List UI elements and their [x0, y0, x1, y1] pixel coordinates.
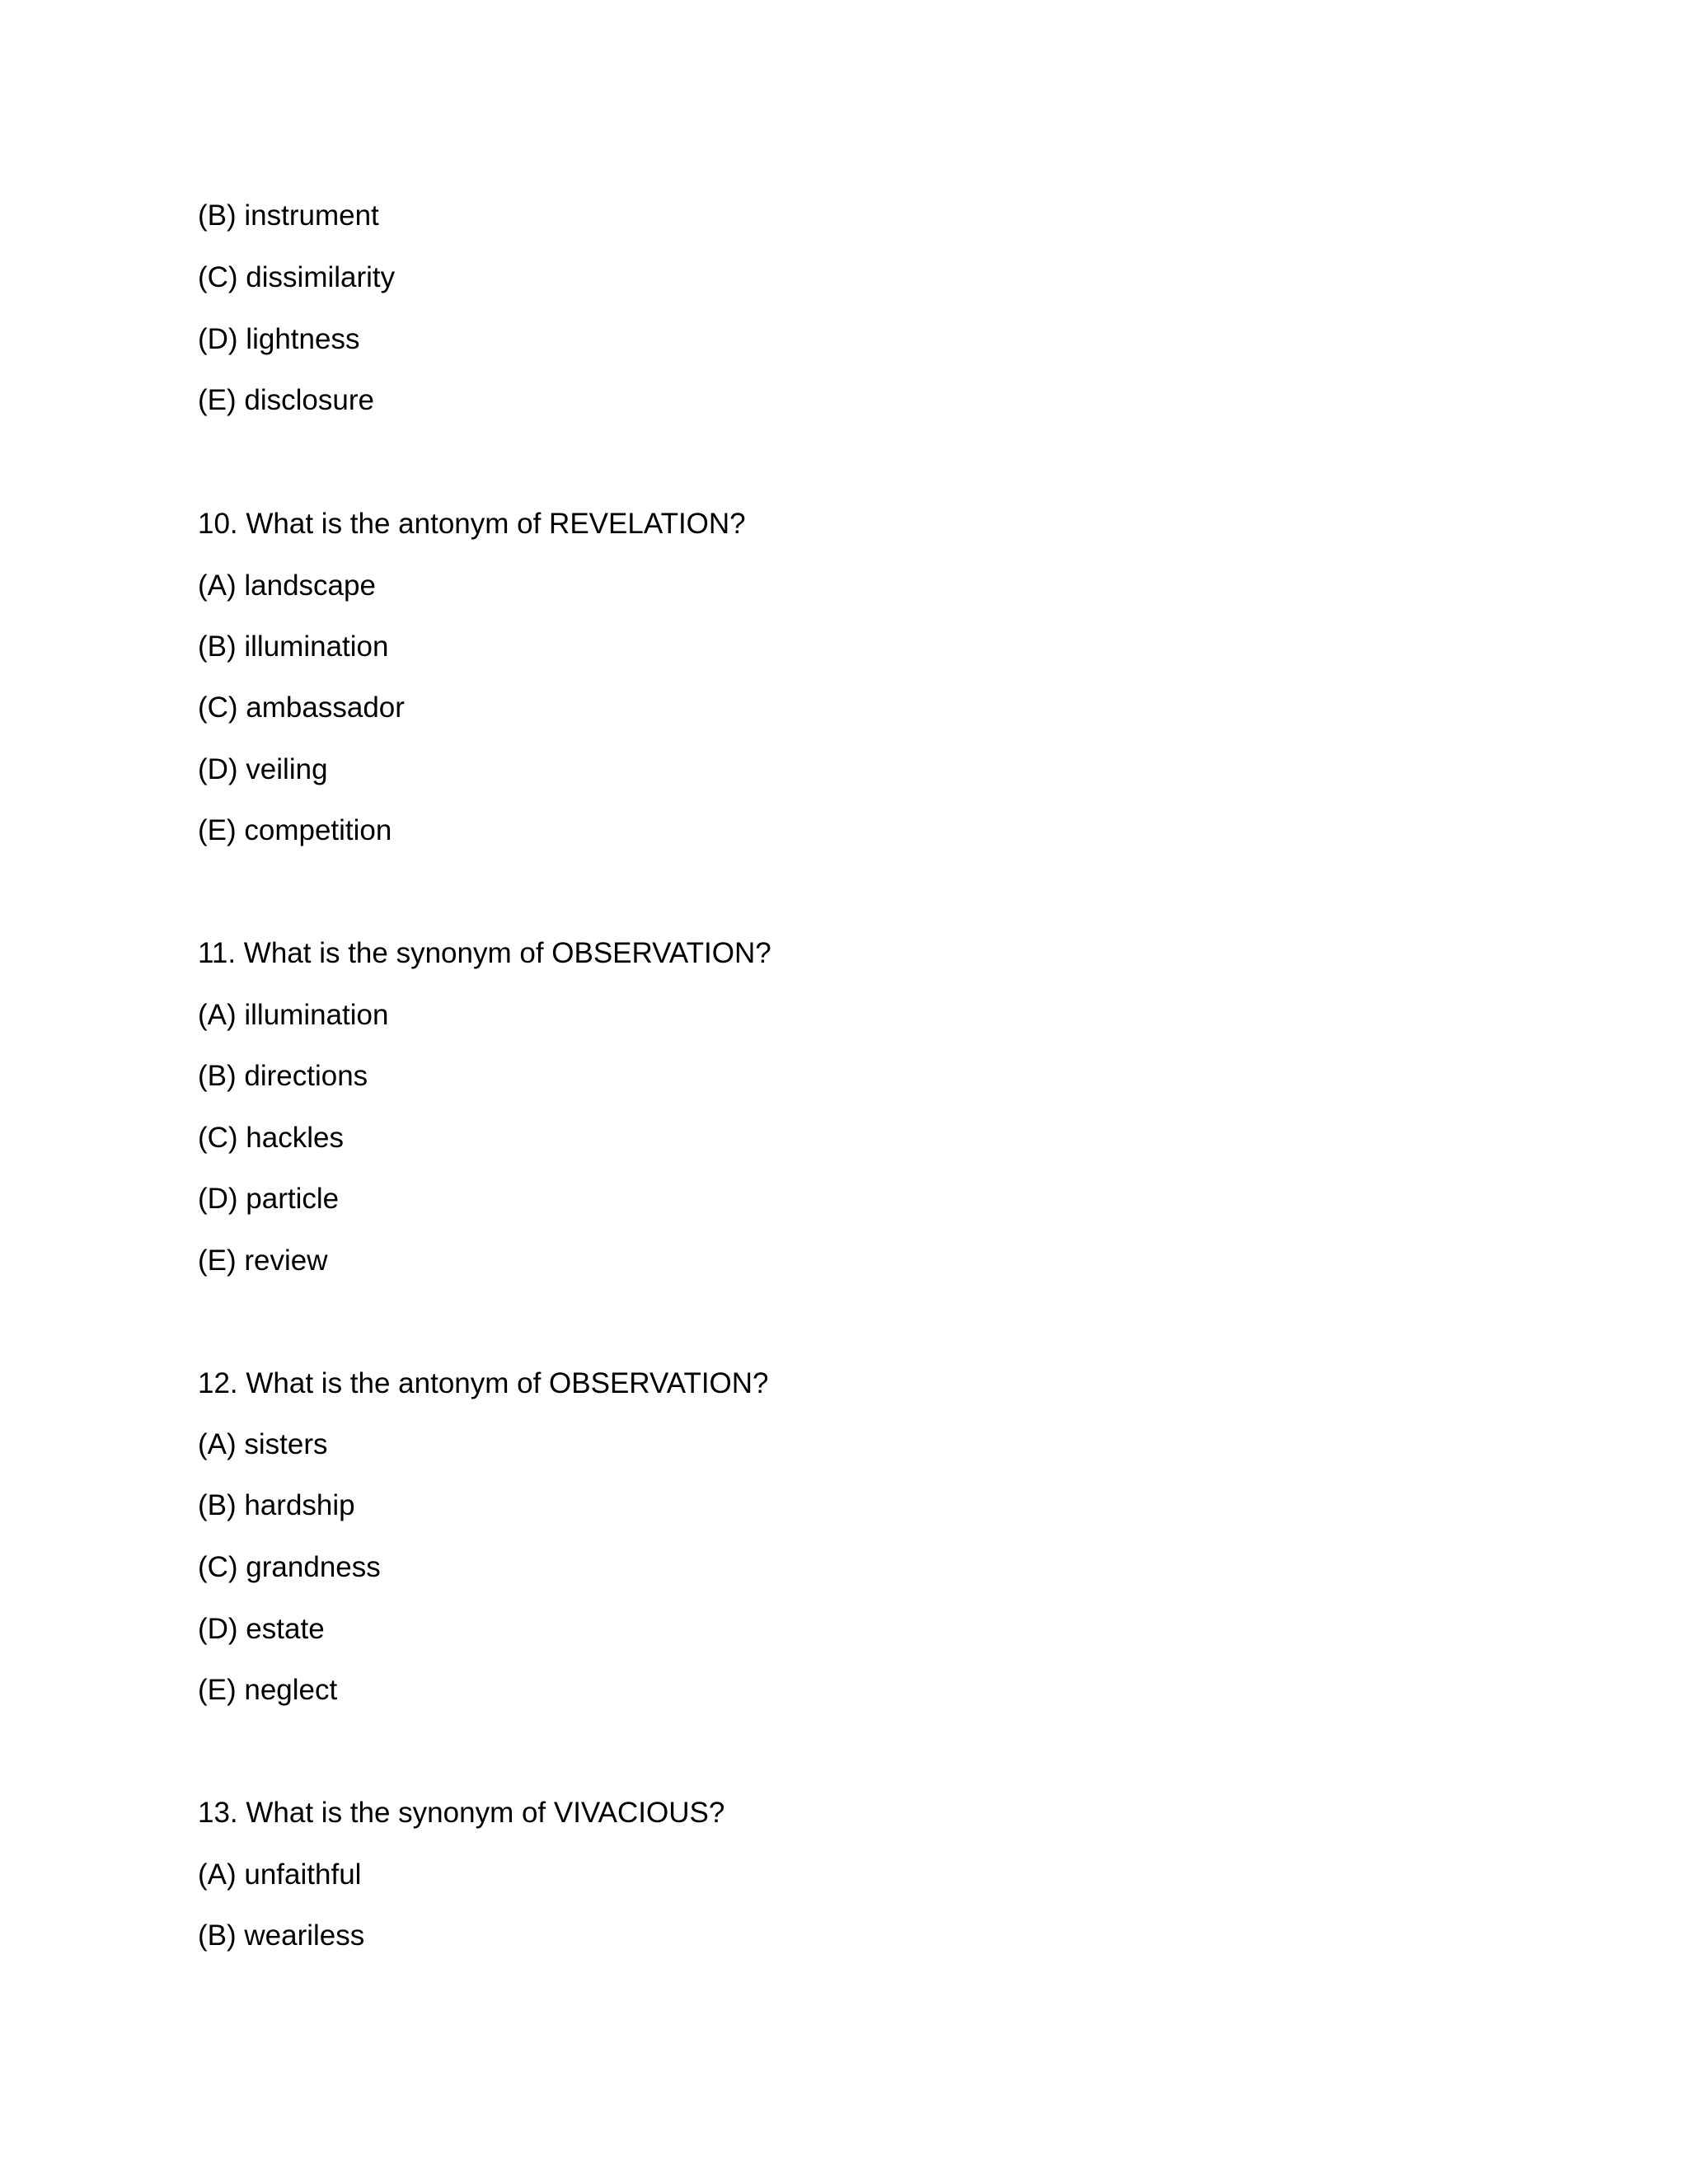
q12-option-d: (D) estate	[198, 1613, 325, 1645]
q12-prompt: 12. What is the antonym of OBSERVATION?	[198, 1367, 769, 1399]
q9-option-b: (B) instrument	[198, 199, 379, 232]
q10-option-b: (B) illumination	[198, 630, 389, 663]
q10-prompt: 10. What is the antonym of REVELATION?	[198, 508, 746, 540]
q11-prompt: 11. What is the synonym of OBSERVATION?	[198, 937, 771, 969]
q12-option-c: (C) grandness	[198, 1551, 381, 1583]
q11-option-d: (D) particle	[198, 1183, 340, 1215]
q9-option-d: (D) lightness	[198, 323, 360, 355]
q9-option-c: (C) dissimilarity	[198, 261, 396, 293]
q11-option-c: (C) hackles	[198, 1122, 344, 1154]
q11-option-a: (A) illumination	[198, 999, 389, 1031]
q11-option-e: (E) review	[198, 1244, 328, 1277]
q13-option-a: (A) unfaithful	[198, 1858, 362, 1891]
q9-option-e: (E) disclosure	[198, 384, 374, 416]
q12-option-b: (B) hardship	[198, 1489, 355, 1521]
q10-option-c: (C) ambassador	[198, 691, 405, 724]
q10-option-e: (E) competition	[198, 814, 392, 846]
q10-option-d: (D) veiling	[198, 753, 328, 785]
q12-option-e: (E) neglect	[198, 1674, 338, 1706]
q10-option-a: (A) landscape	[198, 569, 376, 602]
q12-option-a: (A) sisters	[198, 1428, 328, 1460]
q13-prompt: 13. What is the synonym of VIVACIOUS?	[198, 1797, 725, 1829]
q11-option-b: (B) directions	[198, 1060, 368, 1092]
q13-option-b: (B) weariless	[198, 1919, 365, 1952]
